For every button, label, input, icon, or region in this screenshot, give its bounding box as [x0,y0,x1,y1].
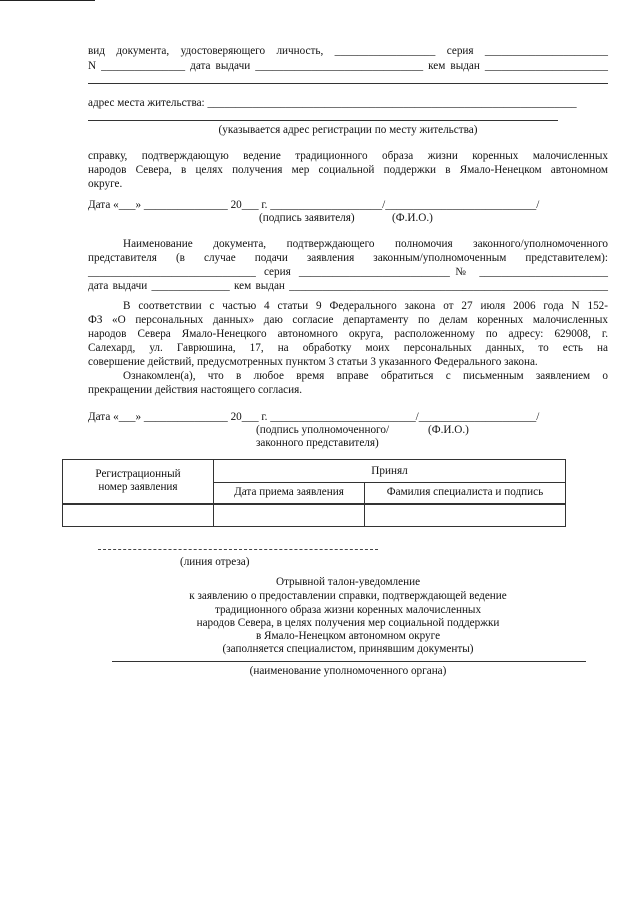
address-caption: (указывается адрес регистрации по месту жительства) [218,124,478,136]
authority-series-line: ______________________________ серия ___________________________№ _______________________ [88,266,608,278]
authority-text-1: Наименование документа, подтверждающего полномочия законного/уполномоченного [123,238,608,250]
authority-name-caption: (наименование уполномоченного органа) [249,665,447,677]
registration-number-header-1: Регистрационный [95,468,181,481]
identity-document-line: вид документа, удостоверяющего личность, __________________ серия ______________________ [88,45,608,57]
specialist-header: Фамилия специалиста и подпись [365,483,566,504]
coupon-title: Отрывной талон-уведомление [275,576,421,588]
representative-signature-line: Дата «___» _______________ 20___ г. __________________________/_____________________/ [88,411,540,423]
registration-number-cell[interactable] [63,504,214,527]
address-extra-line [88,120,558,121]
coupon-text-4: народов Севера, в целях получения мер социальной поддержки [196,617,500,629]
consent-text-2: ФЗ «О персональных данных» даю согласие департаменту по делам коренных малочисленных [88,314,608,326]
date-received-cell[interactable] [214,504,365,527]
address-line: адрес места жительства: __________________________________________________________________ [88,97,577,109]
identity-number-line: N _______________ дата выдачи ______________________________ кем выдан ______________________ [88,60,608,72]
registration-number-header-2: номер заявления [98,481,178,494]
applicant-signature-caption: (подпись заявителя) [259,212,355,224]
request-text-3: округе. [88,178,123,190]
coupon-text-6: (заполняется специалистом, принявшим документы) [222,643,474,655]
authority-text-2: представителя (в случае подачи заявления законным/уполномоченным представителем): [88,252,608,264]
applicant-name-caption: (Ф.И.О.) [392,212,433,224]
cut-line [98,549,378,550]
consent-text-5: совершение действий, предусмотренных пунктом 3 статьи 3 указанного Федерального закона. [88,356,538,368]
coupon-text-2: к заявлению о предоставлении справки, подтверждающей ведение [189,590,507,602]
date-received-header: Дата приема заявления [214,483,365,504]
representative-name-caption: (Ф.И.О.) [428,424,469,436]
registration-number-header [63,460,214,504]
coupon-text-3: традиционного образа жизни коренных малочисленных [214,604,482,616]
registration-table [62,459,566,527]
consent-text-6: Ознакомлен(а), что в любое время вправе обратиться с письменным заявлением о [123,370,608,382]
top-rule [0,0,95,1]
request-text-1: справку, подтверждающую ведение традиционного образа жизни коренных малочисленных [88,150,608,162]
request-text-2: народов Севера, в целях получения мер социальной поддержки в Ямало-Ненецком автономном [88,164,608,176]
representative-signature-caption-2: законного представителя) [256,437,379,449]
identity-extra-line [88,83,608,84]
consent-text-1: В соответствии с частью 4 статьи 9 Федерального закона от 27 июля 2006 года N 152- [123,300,608,312]
specialist-cell[interactable] [365,504,566,527]
applicant-signature-line: Дата «___» _______________ 20___ г. ____________________/___________________________/ [88,199,540,211]
coupon-text-5: в Ямало-Ненецком автономном округе [255,630,441,642]
cut-line-caption: (линия отреза) [180,556,250,568]
authority-issue-line: дата выдачи ______________ кем выдан _________________________________________________________ [88,280,608,292]
consent-text-4: Салехард, ул. Гаврюшина, 17, на обработку моих персональных данных, то есть на [88,342,608,354]
representative-signature-caption-1: (подпись уполномоченного/ [256,424,390,436]
authority-name-line[interactable] [112,661,586,662]
accepted-header: Принял [214,460,566,483]
consent-text-7: прекращении действия настоящего согласия. [88,384,303,396]
consent-text-3: народов Севера Ямало-Ненецкого автономного округа, расположенному по адресу: 629008, г. [88,328,608,340]
